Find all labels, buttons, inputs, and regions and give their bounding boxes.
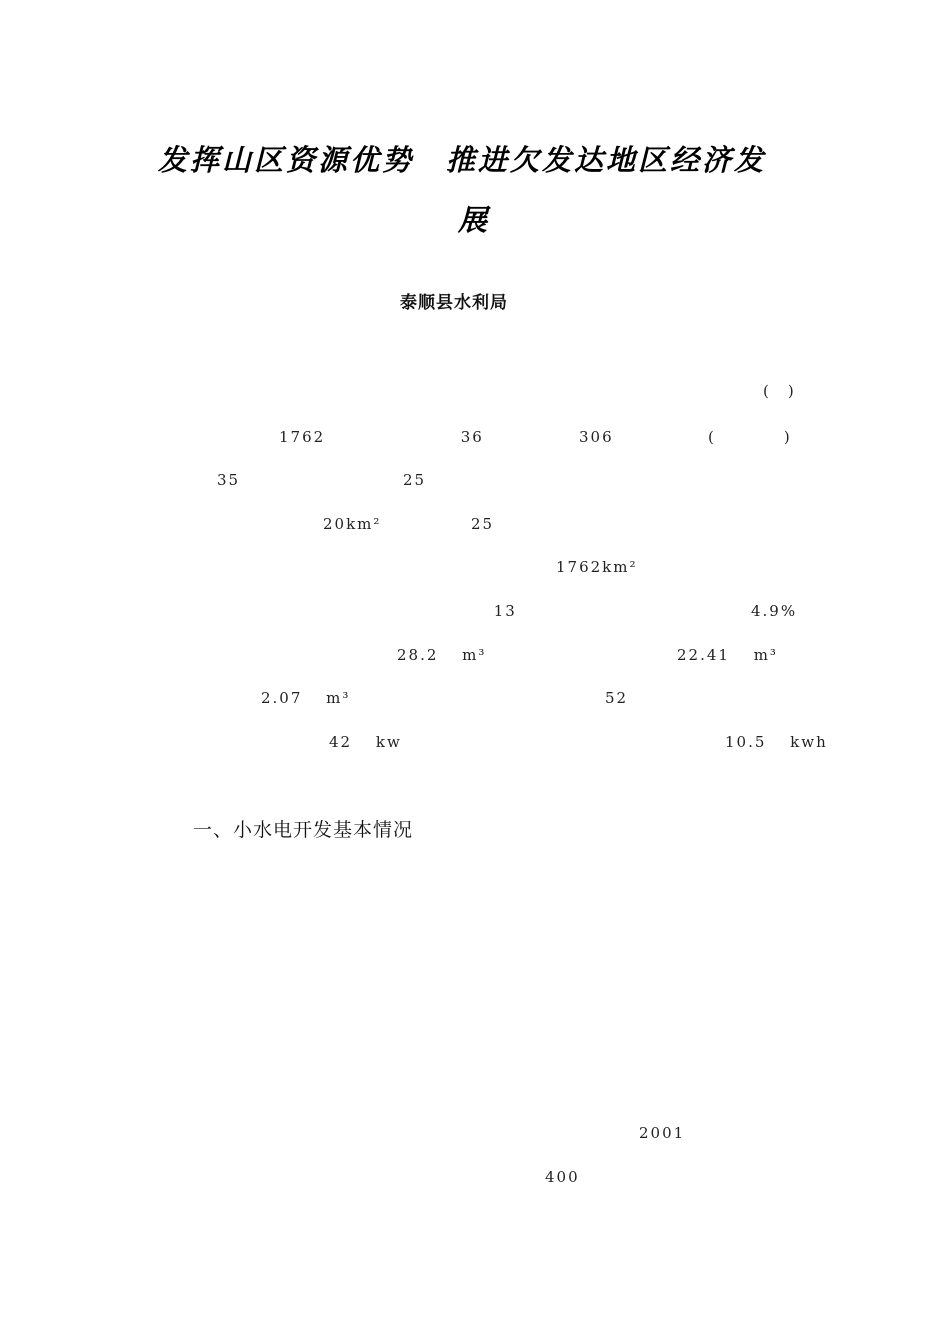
paragraph1-line-7-segment-3: 22.41 m³ [677, 646, 795, 664]
paragraph1-line-8-segment-2: 2.07 m³ [261, 689, 368, 707]
paragraph1-line-4-segment-7 [727, 513, 795, 534]
paragraph1-line-9-segment-3 [521, 731, 589, 752]
paragraph1-line-7-segment-1 [145, 644, 332, 665]
paragraph1-line-6-segment-6: 4.9% [751, 602, 815, 620]
paragraph2-line-4-segment-2 [341, 992, 630, 1013]
paragraph1-line-2-segment-4: 36 [437, 428, 552, 446]
paragraph1-line-9-segment-1 [145, 731, 281, 752]
paragraph1-line-8-segment-5 [739, 687, 790, 708]
paragraph1-line-9-segment-4: 10.5 kwh [725, 733, 845, 751]
paragraph1-line-6-segment-5 [588, 600, 707, 621]
paragraph2-line-2-segment-5 [761, 905, 795, 926]
paragraph1-line-2-segment-5: 306 [579, 428, 682, 446]
paragraph1-line-6-segment-4: 13 [470, 602, 568, 620]
paragraph1-line-3-segment-4: 25 [403, 471, 580, 489]
paragraph1-line-4-segment-3: 20km² [323, 515, 450, 533]
paragraph1-line-8-segment-1 [145, 687, 230, 708]
paragraph1-line-2-segment-3: 1762 [279, 428, 411, 446]
paragraph2-line-7-segment-1 [145, 1122, 536, 1143]
paragraph2-line-4-segment-1 [145, 992, 298, 1013]
paragraph1-line-5-segment-1 [145, 556, 451, 577]
paragraph1-line-8-segment-3 [357, 687, 527, 708]
paragraph1-line-3-segment-5 [651, 469, 753, 490]
paragraph1-line-5-segment-2: 1762km² [556, 558, 757, 576]
paragraph2-line-5-segment-1 [145, 1035, 179, 1056]
paragraph1-line-2-segment-1 [145, 426, 196, 447]
paragraph2-line-7-segment-2: 2001 [639, 1124, 771, 1142]
paragraph1-line-4-segment-2 [182, 513, 284, 534]
paragraph1-line-10-segment-1 [145, 774, 315, 795]
paragraph1-line-4-segment-6 [666, 513, 717, 534]
paragraph1-line-2-segment-6: ( ) [708, 428, 809, 446]
paragraph1-line-8-segment-4: 52 [605, 689, 714, 707]
paragraph2-line-5-segment-4 [509, 1035, 577, 1056]
paragraph1-line-9-segment-5 [790, 731, 909, 752]
paragraph1-line-9-segment-2: 42 kw [329, 733, 419, 751]
paragraph2-line-2-segment-4 [703, 905, 754, 926]
paragraph2-line-2-segment-2 [291, 905, 478, 926]
paragraph2-line-2-segment-3 [529, 905, 665, 926]
paragraph1-line-6-segment-1 [145, 600, 196, 621]
paragraph1-line-1-segment-1 [193, 380, 380, 401]
paragraph2-line-6-segment-1 [145, 1079, 468, 1100]
paragraph1-line-3-segment-3 [307, 469, 375, 490]
paragraph2-line-6-segment-2 [561, 1079, 748, 1100]
paragraph1-line-1-segment-2 [457, 380, 559, 401]
paragraph1-line-7-segment-2: 28.2 m³ [397, 646, 606, 664]
paragraph1-line-1-segment-3 [609, 380, 660, 401]
paragraph2-line-5-segment-2 [184, 1035, 320, 1056]
paragraph1-line-1-segment-4 [671, 380, 739, 401]
section-1-heading: 一、小水电开发基本情况 [193, 819, 414, 841]
paragraph2-line-1-segment-1 [193, 861, 720, 882]
author-line: 泰顺县水利局 [400, 293, 508, 313]
paragraph1-line-1-segment-5: ( ) [763, 382, 796, 400]
paragraph1-line-3-segment-1 [145, 469, 196, 490]
paragraph2-line-3-segment-1 [145, 948, 672, 969]
paragraph1-line-2-segment-2 [205, 426, 256, 447]
paragraph2-line-8-segment-2: 400 [545, 1168, 733, 1186]
paragraph2-line-5-segment-3 [357, 1035, 476, 1056]
paragraph1-line-6-segment-2 [205, 600, 256, 621]
paragraph2-line-4-segment-3 [719, 992, 787, 1013]
paragraph1-line-4-segment-5 [538, 513, 640, 534]
document-title-line-2: 展 [458, 203, 491, 237]
paragraph1-line-3-segment-2: 35 [217, 471, 292, 489]
document-title-line-1: 发挥山区资源优势 推进欠发达地区经济发 [158, 143, 767, 177]
paragraph1-line-4-segment-1 [145, 513, 179, 534]
paragraph2-line-8-segment-1 [145, 1166, 451, 1187]
paragraph1-line-4-segment-4: 25 [471, 515, 529, 533]
paragraph2-line-5-segment-5 [595, 1035, 765, 1056]
paragraph1-line-6-segment-3 [272, 600, 425, 621]
paragraph2-line-2-segment-1 [145, 905, 264, 926]
